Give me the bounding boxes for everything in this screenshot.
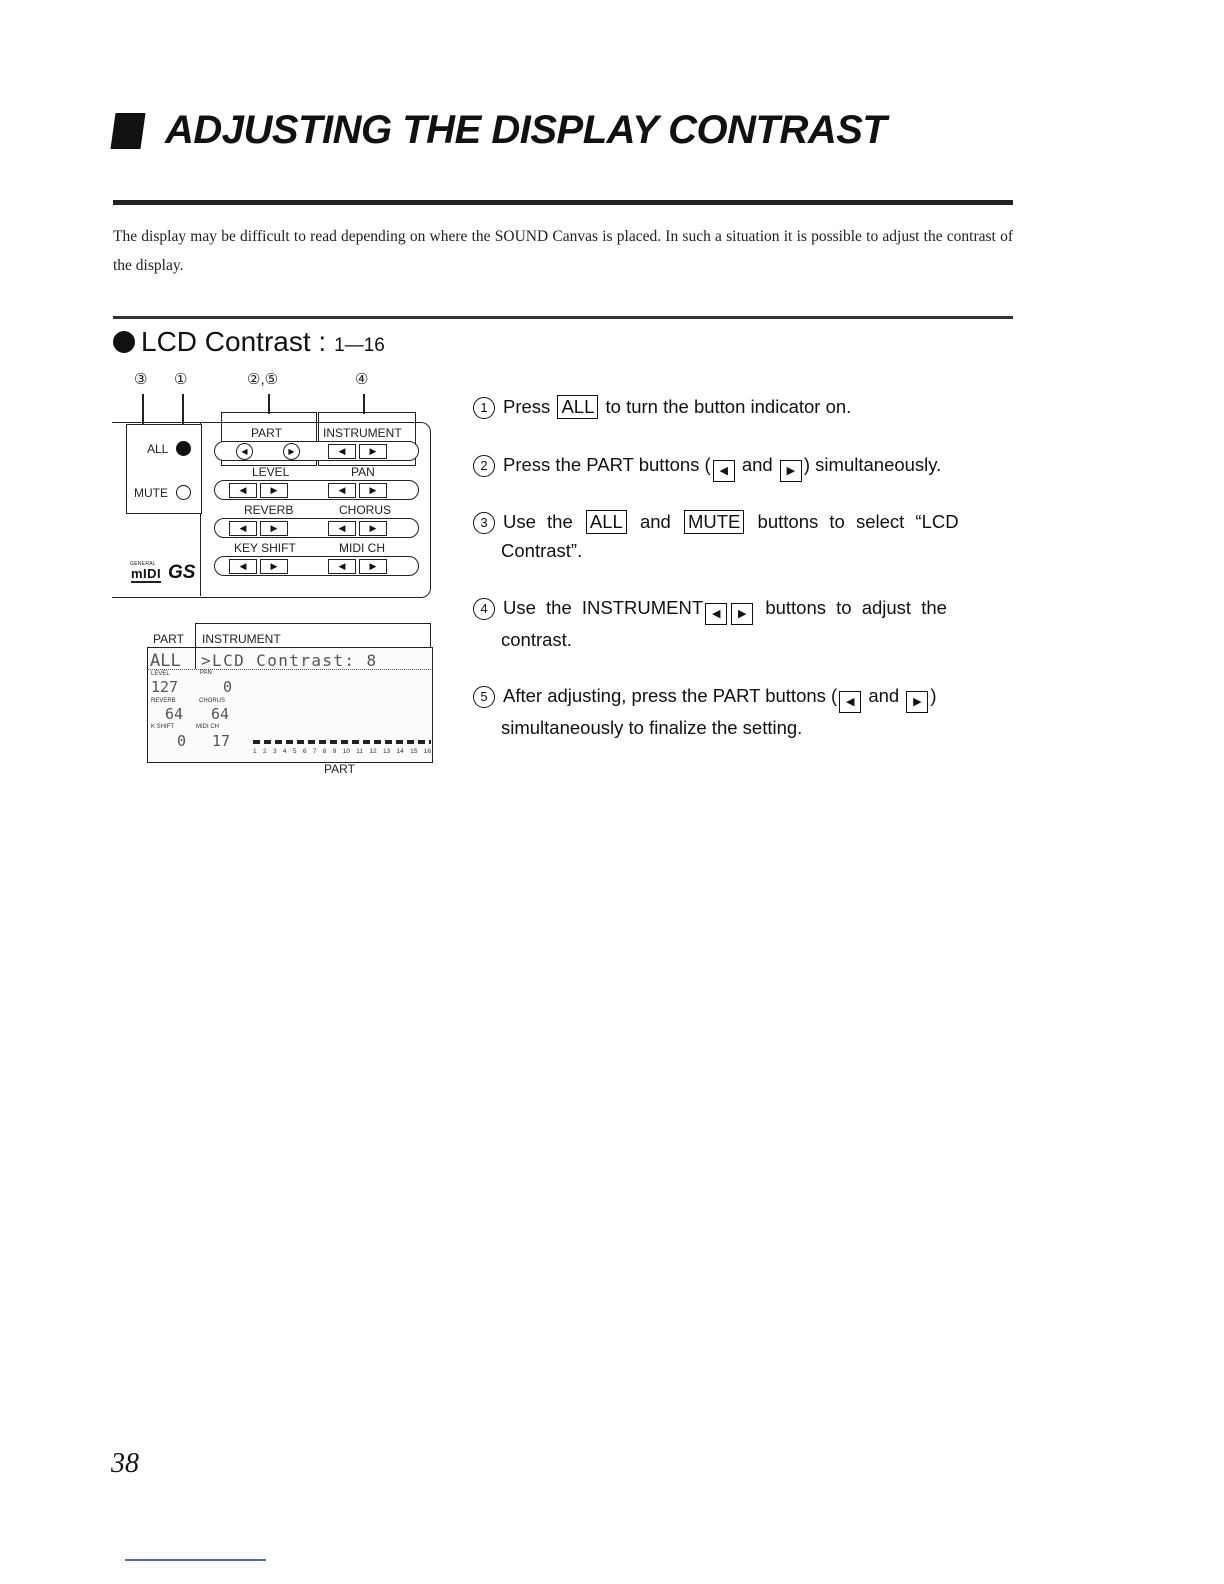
chorus-buttons[interactable] — [328, 521, 387, 536]
part-number: 5 — [292, 748, 297, 755]
chorus-label: CHORUS — [339, 503, 392, 517]
lcd-midich-label: MIDI CH — [196, 724, 219, 730]
reverb-left-button[interactable]: ◀ — [229, 521, 257, 536]
part-number: 12 — [369, 748, 377, 755]
reverb-right-button[interactable]: ▶ — [260, 521, 288, 536]
lcd-message: >LCD Contrast: 8 — [201, 651, 378, 670]
pan-right-button[interactable]: ▶ — [359, 483, 387, 498]
part-number: 3 — [272, 748, 277, 755]
chorus-right-button[interactable]: ▶ — [359, 521, 387, 536]
bullet-dot-icon — [113, 331, 135, 353]
part-number: 9 — [332, 748, 337, 755]
title-square-bullet — [110, 113, 145, 149]
step-number: 5 — [473, 686, 495, 708]
callout-line — [268, 394, 270, 414]
lcd-part-level-meter — [253, 740, 431, 744]
step-4: 4 Use the INSTRUMENT ◀ ▶ buttons to adjust the contrast. — [473, 593, 1013, 654]
step-number: 1 — [473, 397, 495, 419]
midi-ch-buttons[interactable] — [328, 559, 387, 574]
lcd-pan-value: 0 — [223, 678, 233, 696]
midi-ch-right-button[interactable]: ▶ — [359, 559, 387, 574]
callout-line — [363, 394, 365, 414]
lcd-midich-value: 17 — [212, 732, 231, 750]
key-shift-buttons[interactable] — [229, 559, 288, 574]
instrument-label: INSTRUMENT — [323, 426, 402, 440]
reverb-label: REVERB — [244, 503, 294, 517]
mute-button-indicator-off[interactable] — [176, 485, 191, 500]
part-number: 6 — [302, 748, 307, 755]
instrument-right-button[interactable]: ▶ — [359, 444, 387, 459]
step-5: 5 After adjusting, press the PART buttons ( ◀ and ▶ ) simultaneously to finalize the setting. — [473, 681, 1013, 742]
part-number: 4 — [282, 748, 287, 755]
mute-key-label: MUTE — [684, 510, 744, 534]
page-title — [113, 108, 886, 153]
title-divider — [113, 200, 1013, 205]
part-number: 8 — [322, 748, 327, 755]
all-button-indicator-on[interactable] — [176, 441, 191, 456]
all-mute-panel — [126, 424, 202, 514]
instrument-left-button[interactable]: ◀ — [328, 444, 356, 459]
all-label: ALL — [147, 442, 169, 456]
level-right-button[interactable]: ▶ — [260, 483, 288, 498]
lcd-part-value: ALL — [150, 651, 181, 671]
lcd-divider — [195, 647, 196, 669]
gs-logo: GS — [168, 562, 196, 583]
section-label: LCD Contrast : — [141, 326, 327, 357]
key-shift-left-button[interactable]: ◀ — [229, 559, 257, 574]
key-shift-right-button[interactable]: ▶ — [260, 559, 288, 574]
step-number: 4 — [473, 598, 495, 620]
page-number: 38 — [111, 1448, 139, 1479]
part-number: 16 — [423, 748, 431, 755]
right-arrow-key-icon: ▶ — [780, 460, 802, 482]
reverb-buttons[interactable] — [229, 521, 288, 536]
section-heading — [113, 326, 385, 358]
right-arrow-key-icon: ▶ — [906, 691, 928, 713]
mute-label: MUTE — [134, 486, 168, 500]
part-number: 15 — [410, 748, 418, 755]
step-2: 2 Press the PART buttons ( ◀ and ▶ ) simultaneously. — [473, 450, 1013, 482]
part-number: 13 — [382, 748, 391, 755]
pan-left-button[interactable]: ◀ — [328, 483, 356, 498]
step-3: 3 Use the ALL and MUTE buttons to select “LCD Contrast”. — [473, 507, 1013, 565]
part-label: PART — [251, 426, 282, 440]
all-key-label: ALL — [586, 510, 627, 534]
left-arrow-key-icon: ◀ — [713, 460, 735, 482]
lcd-kshift-value: 0 — [177, 732, 187, 750]
chorus-left-button[interactable]: ◀ — [328, 521, 356, 536]
intro-paragraph: The display may be difficult to read depending on where the SOUND Canvas is placed. In such a situation it is possible to adjust the contrast of the display. — [113, 228, 1013, 274]
page-title-text: ADJUSTING THE DISPLAY CONTRAST — [165, 108, 887, 152]
lcd-instrument-label: INSTRUMENT — [202, 632, 281, 646]
footer-line — [125, 1559, 266, 1561]
lcd-reverb-value: 64 — [165, 705, 184, 723]
lcd-reverb-label: REVERB — [151, 698, 176, 704]
midi-ch-left-button[interactable]: ◀ — [328, 559, 356, 574]
lcd-pan-label: PAN — [200, 670, 212, 676]
pan-buttons[interactable] — [328, 483, 387, 498]
key-shift-label: KEY SHIFT — [234, 541, 296, 555]
lcd-level-label: LEVEL — [151, 671, 170, 677]
midi-ch-label: MIDI CH — [339, 541, 385, 555]
callout-4: ④ — [355, 371, 369, 388]
lcd-chorus-value: 64 — [211, 705, 230, 723]
lcd-bottom-part-label: PART — [324, 762, 355, 776]
section-divider — [113, 316, 1013, 319]
lcd-kshift-label: K SHIFT — [151, 724, 175, 730]
general-midi-logo-small: GENERAL — [130, 561, 156, 567]
level-label: LEVEL — [252, 465, 290, 479]
level-buttons[interactable] — [229, 483, 288, 498]
part-right-button[interactable]: ▶ — [283, 443, 300, 460]
part-number: 10 — [342, 748, 350, 755]
lcd-part-label: PART — [153, 632, 184, 646]
section-range: 1—16 — [334, 335, 385, 356]
callout-3: ③ — [134, 371, 148, 388]
part-number: 11 — [356, 748, 364, 755]
part-number: 14 — [396, 748, 404, 755]
callout-1: ① — [174, 371, 188, 388]
left-arrow-key-icon: ◀ — [705, 603, 727, 625]
step-1: 1 Press ALL to turn the button indicator on. — [473, 392, 1013, 421]
left-arrow-key-icon: ◀ — [839, 691, 861, 713]
step-number: 2 — [473, 455, 495, 477]
instrument-buttons[interactable] — [328, 444, 387, 459]
right-arrow-key-icon: ▶ — [731, 603, 753, 625]
lcd-part-numbers — [253, 748, 431, 755]
part-left-button[interactable]: ◀ — [236, 443, 253, 460]
part-number: 1 — [253, 748, 257, 755]
level-left-button[interactable]: ◀ — [229, 483, 257, 498]
pan-label: PAN — [351, 465, 375, 479]
callout-2-5: ②,⑤ — [247, 371, 279, 388]
step-number: 3 — [473, 512, 495, 534]
part-number: 7 — [312, 748, 317, 755]
lcd-chorus-label: CHORUS — [199, 698, 226, 704]
lcd-level-value: 127 — [151, 678, 179, 696]
part-number: 2 — [262, 748, 267, 755]
all-key-label: ALL — [557, 395, 598, 419]
midi-logo: mIDI — [131, 566, 162, 581]
